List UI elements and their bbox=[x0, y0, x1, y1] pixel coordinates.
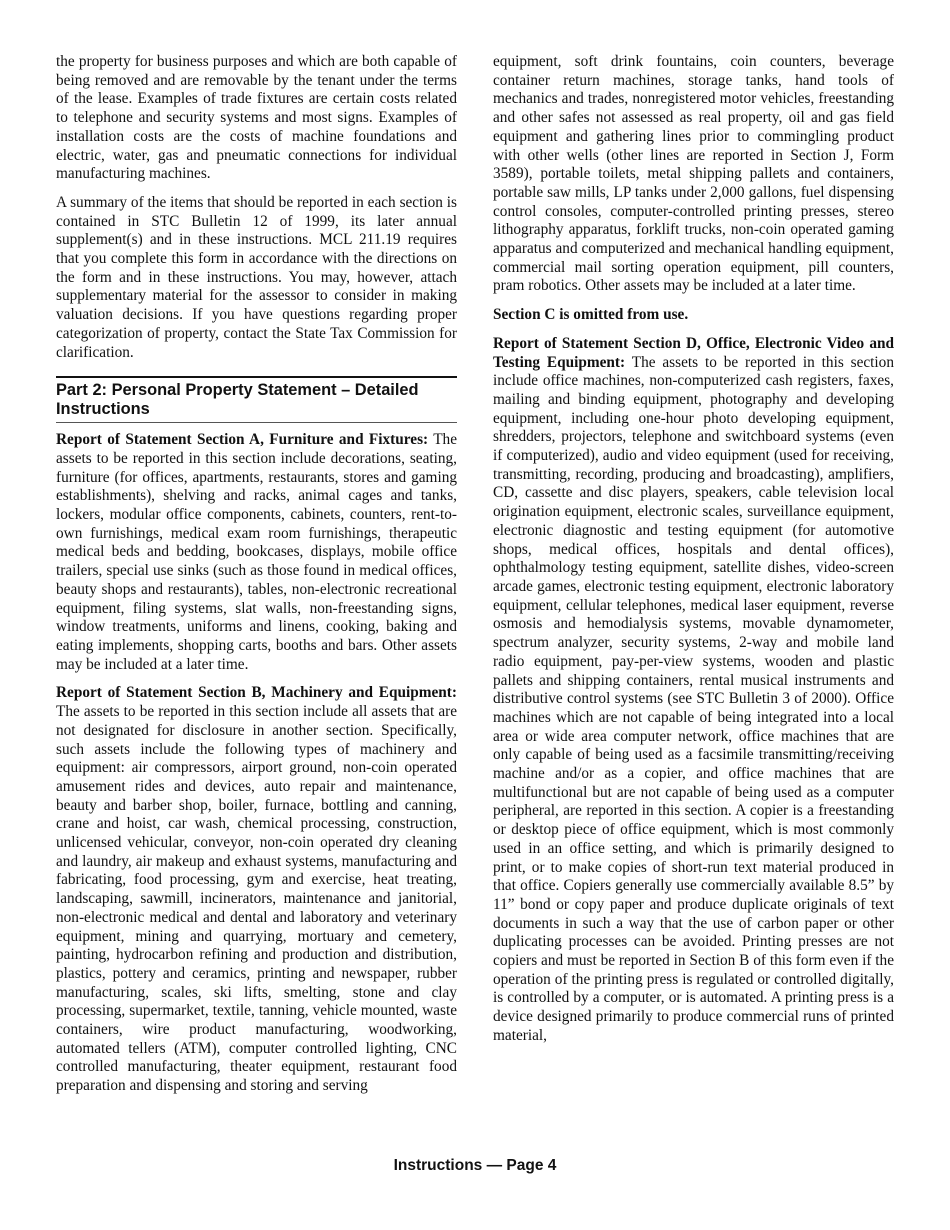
section-a-paragraph bbox=[56, 431, 457, 674]
section-d-paragraph bbox=[493, 335, 894, 1046]
section-a-body: The assets to be reported in this section include decorations, seating, furniture (for offices, apartments, restaurants, stores and gaming establishments), shelving and racks, animal cages and tanks, lockers, modular office components, cabinets, counters, rent-to-own furnishings, medical exam room furnishings, therapeutic medical beds and bedding, bookcases, displays, mobile office trailers, special use sinks (such as those found in medical offices, beauty shops and restaurants), tables, non-electronic recreational equipment, filing systems, slat walls, non-freestanding signs, window treatments, uniforms and linens, cooking, baking and eating implements, shopping carts, booths and bars. Other assets may be included at a later time. bbox=[56, 431, 457, 673]
page-footer: Instructions — Page 4 bbox=[393, 1157, 557, 1174]
intro-paragraph-1: the property for business purposes and which are both capable of being removed and are removable by the tenant under the terms of the lease. Examples of trade fixtures are certain costs related to telephone and security systems and most signs. Examples of installation costs are the costs of machine foundations and electric, water, gas and pneumatic connections for individual manufacturing machines. bbox=[56, 53, 457, 183]
section-a-title: Report of Statement Section A, Furniture and Fixtures: bbox=[56, 431, 429, 449]
section-b-body: The assets to be reported in this section include all assets that are not designated for disclosure in another section. Specifically, such assets include the following types of machinery and equipment: air compressors, airport ground, non-coin operated amusement rides and devices, auto repair and maintenance, beauty and barber shop, boiler, furnace, bottling and canning, crane and hoist, car wash, chemical processing, construction, unlicensed vehicular, conveyor, non-coin operated dry cleaning and laundry, air makeup and exhaust systems, manufacturing and fabricating, food processing, gym and exercise, heat treating, landscaping, sawmill, incinerators, maintenance and janitorial, non-electronic medical and dental and laboratory and veterinary equipment, mining and quarrying, mortuary and cemetery, painting, hydrocarbon refining and production and distribution, plastics, pottery and ceramics, printing and newspaper, rubber manufacturing, scales, ski lifts, smelting, stone and clay processing, supermarket, textile, tanning, vehicle mounted, waste containers, wire product manufacturing, woodworking, automated tellers (ATM), computer controlled lighting, CNC controlled manufacturing, theater equipment, restaurant food preparation and dispensing and storing and serving bbox=[56, 703, 457, 1095]
part-2-heading: Part 2: Personal Property Statement – Detailed Instructions bbox=[56, 376, 457, 423]
section-d-title: Report of Statement Section D, Office, Electronic Video and Testing Equipment: bbox=[493, 334, 894, 371]
right-column bbox=[493, 53, 894, 1046]
left-column bbox=[56, 53, 457, 1096]
intro-paragraph-2: A summary of the items that should be reported in each section is contained in STC Bulletin 12 of 1999, its later annual supplement(s) and in these instructions. MCL 211.19 requires that you complete this form in accordance with the directions on the form and in these instructions. You may, however, attach supplementary material for the assessor to consider in making valuation decisions. If you have questions regarding proper categorization of property, contact the State Tax Commission for clarification. bbox=[56, 193, 457, 361]
section-b-title: Report of Statement Section B, Machinery and Equipment: bbox=[56, 684, 457, 702]
section-c-note: Section C is omitted from use. bbox=[493, 306, 689, 324]
section-b-continued: equipment, soft drink fountains, coin counters, beverage container return machines, storage tanks, hand tools of mechanics and trades, nonregistered motor vehicles, freestanding and other safes not assessed as real property, oil and gas field equipment and gathering lines prior to commingling product with other wells (other lines are reported in Section J, Form 3589), portable toilets, metal shipping pallets and containers, portable saw mills, LP tanks under 2,000 gallons, fuel dispensing control consoles, computer-controlled printing presses, stereo lithography apparatus, forklift trucks, non-coin operated gaming apparatus and computerized and mechanical handling equipment, commercial mail sorting operation equipment, pill counters, pram robotics. Other assets may be included at a later time. bbox=[493, 53, 894, 295]
section-d-body: The assets to be reported in this section include office machines, non-computerized cash registers, faxes, mailing and binding equipment, photography and developing equipment, including one-hour photo developing equipment, shredders, projectors, telephone and switchboard systems (even if computerized), audio and video equipment (used for receiving, transmitting, recording, producing and broadcasting), amplifiers, CD, cassette and disc players, speakers, cable television local origination equipment, electronic scales, surveillance equipment, electronic diagnostic and testing equipment (for automotive shops, medical offices, hospitals and dental offices), ophthalmology testing equipment, satellite dishes, video-screen arcade games, electronic testing equipment, electronic laboratory equipment, cellular telephones, medical laser equipment, reverse osmosis and hemodialysis systems, movable dynamometer, spectrum analyzer, security systems, 2-way and mobile land radio equipment, pay-per-view systems, wooden and plastic pallets and shipping containers, rental musical instruments and distributive control systems (see STC Bulletin 3 of 2000). Office machines which are not capable of being integrated into a local area or wide area computer network, office machines that are only capable of being used as a facsimile transmitting/receiving machine and/or as a copier, and office machines that are multifunctional but are not capable of being used as a computer peripheral, are reported in this section. A copier is a freestanding or desktop piece of office equipment, which is most commonly used in an office setting, and which is primarily designed to print, or to make copies of short-run text material produced in that office. Copiers generally use commercially available 8.5” by 11” bond or copy paper and produce duplicate originals of text documents in such a way that the use of carbon paper or other duplicating processes can be avoided. Printing presses are not copiers and must be reported in Section B of this form even if the operation of the printing press is regulated or controlled digitally, is controlled by a computer, or is automated. A printing press is a device designed primarily to produce commercial runs of printed material, bbox=[493, 353, 894, 1044]
section-b-paragraph bbox=[56, 684, 457, 1095]
